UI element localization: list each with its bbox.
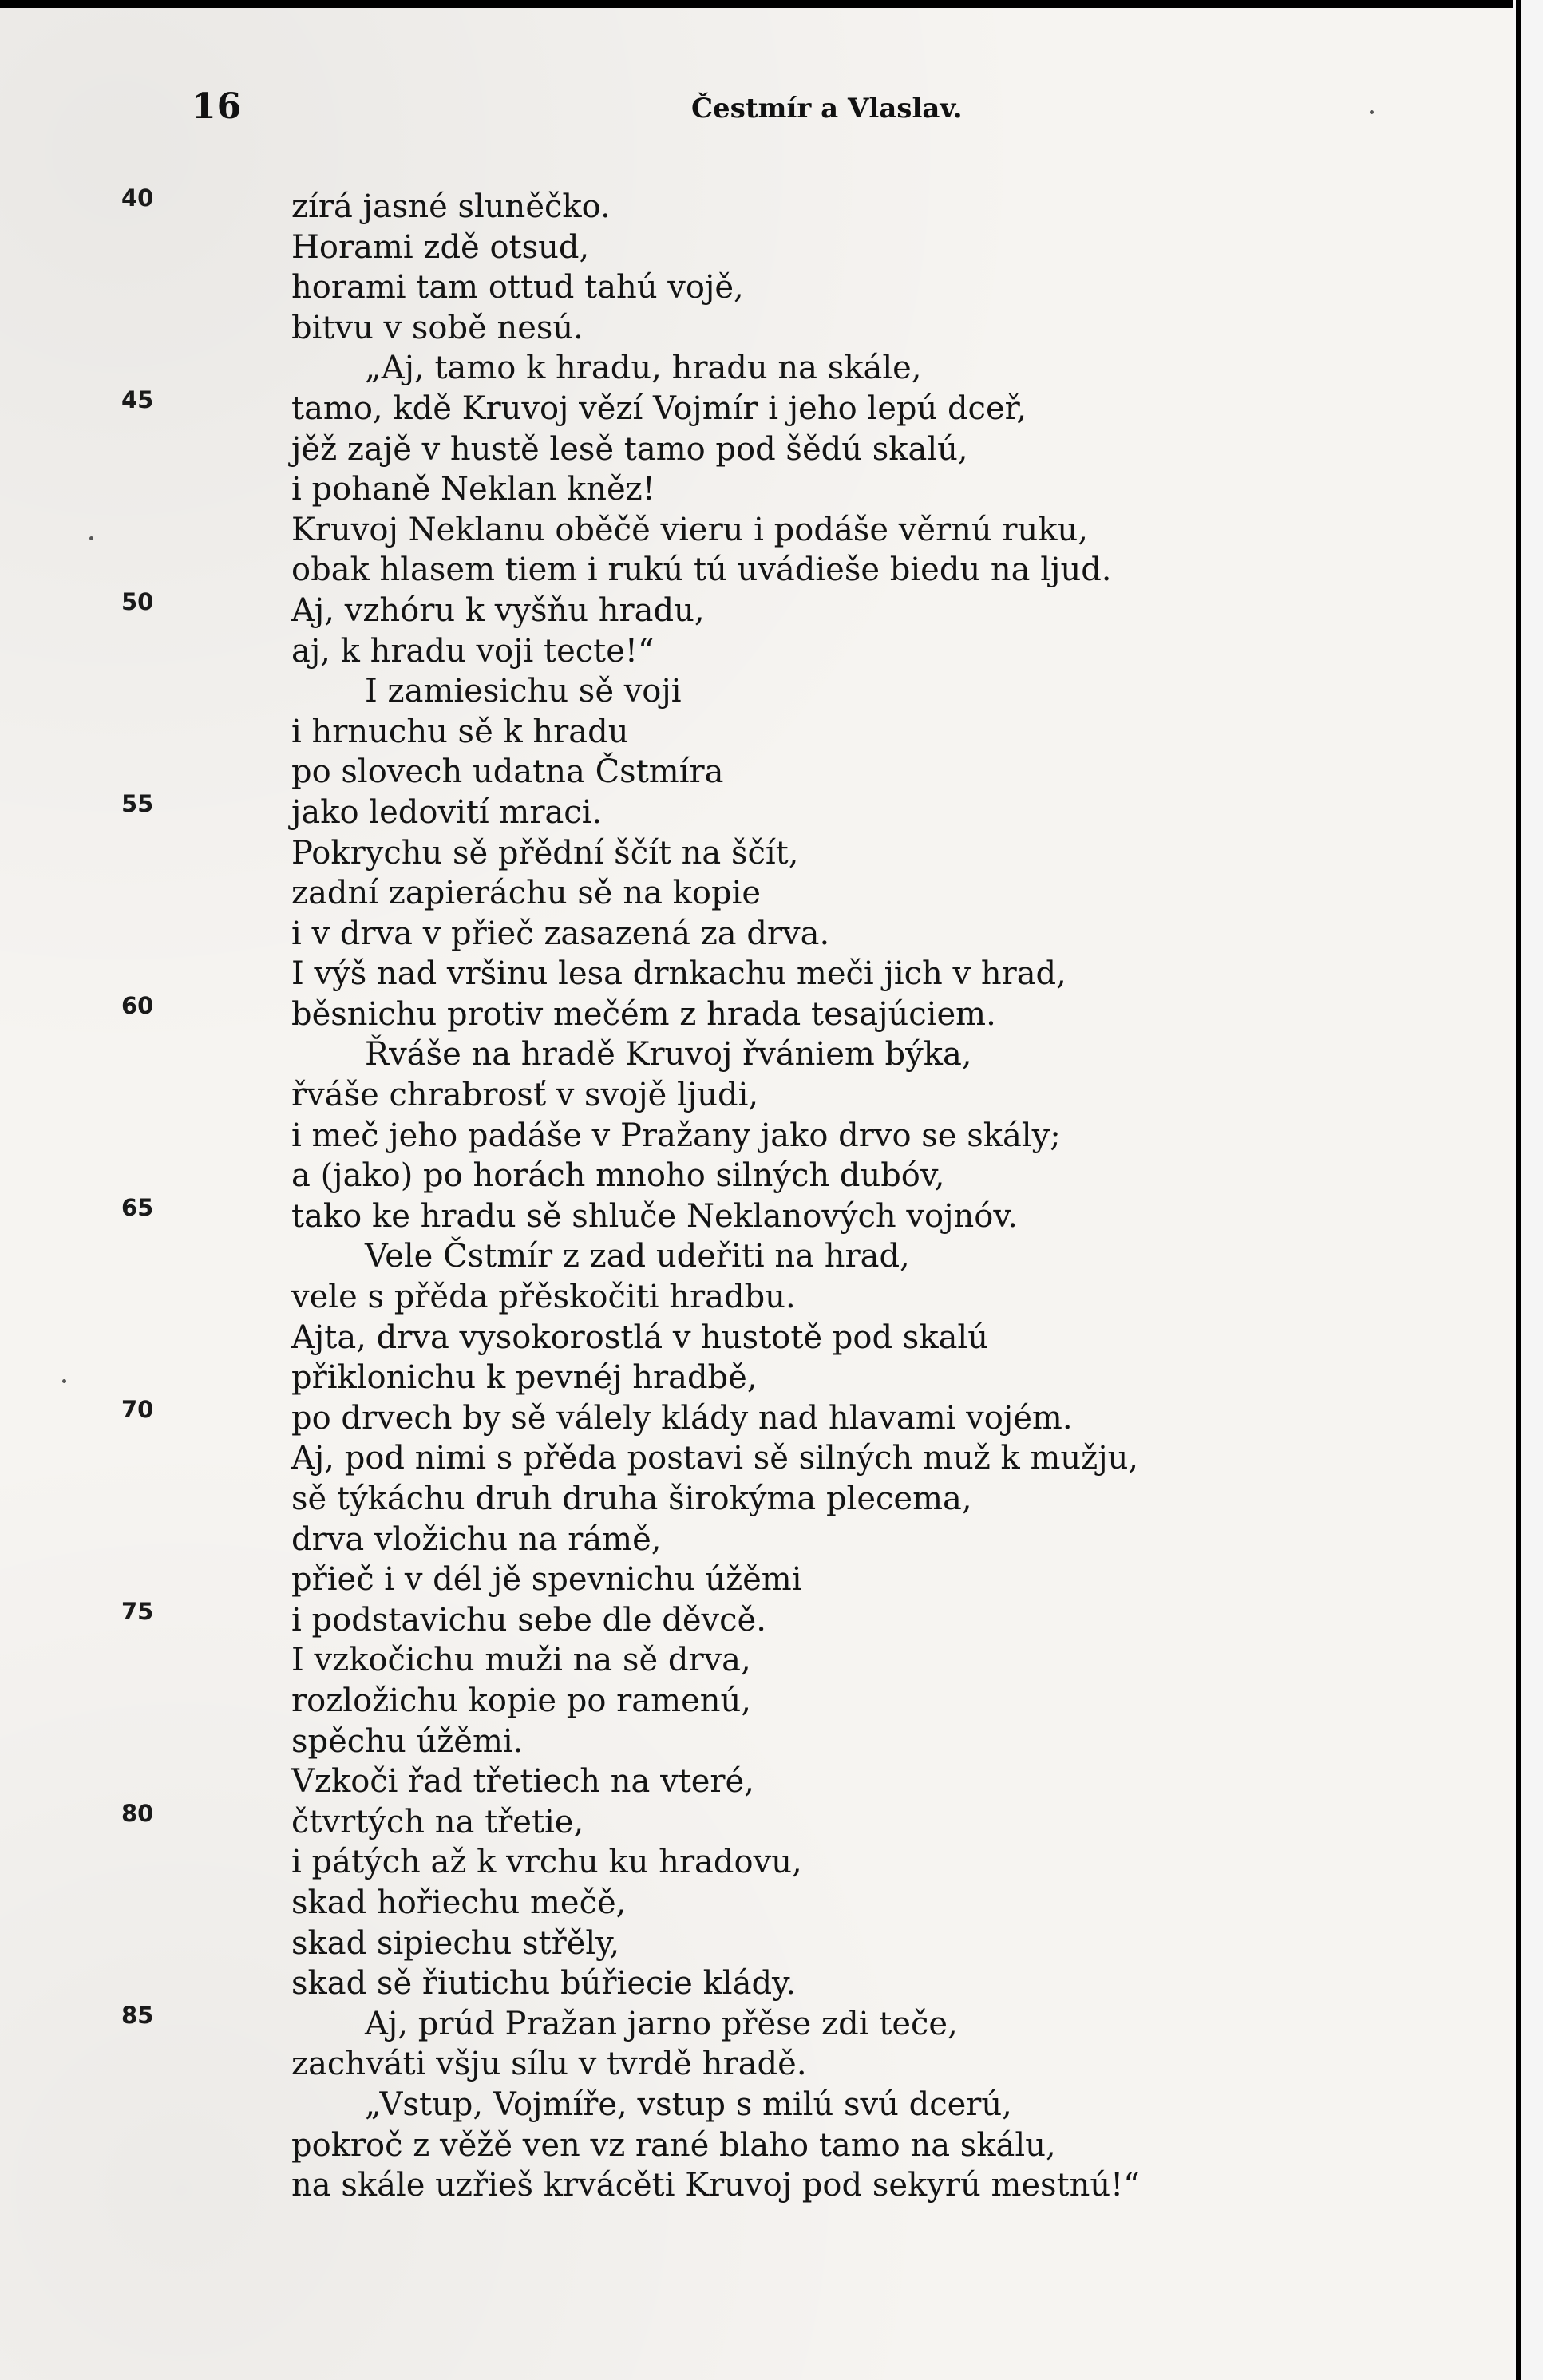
verse-line: i pohaně Neklan kněz! (291, 471, 655, 508)
verse-line: i v drva v přieč zasazená za drva. (291, 915, 830, 952)
scan-edge (1513, 0, 1543, 2380)
line-number-column (121, 8, 217, 2380)
line-number: 80 (121, 1800, 154, 1827)
verse-line: Pokrychu sě přědní ščít na ščít, (291, 834, 799, 872)
verse-line: vele s přěda přěskočiti hradbu. (291, 1279, 796, 1316)
verse-line: přieč i v dél jě spevnichu úžěmi (291, 1561, 802, 1599)
verse-line: „Aj, tamo k hradu, hradu na skále, (365, 350, 922, 387)
page-number: 16 (192, 86, 243, 127)
print-speck (1370, 110, 1374, 114)
verse-line: jako ledovití mraci. (291, 793, 603, 831)
verse-line: po drvech by sě válely klády nad hlavami vojém. (291, 1399, 1073, 1437)
verse-line: pokroč z věžě ven vz rané blaho tamo na skálu, (291, 2126, 1056, 2164)
verse-line: i pátých až k vrchu ku hradovu, (291, 1844, 802, 1881)
verse-line: přiklonichu k pevnéj hradbě, (291, 1359, 758, 1397)
verse-line: čtvrtých na třetie, (291, 1803, 584, 1840)
verse-line: Ajta, drva vysokorostlá v hustotě pod skalú (291, 1318, 988, 1356)
verse-line: Vzkoči řad třetiech na vteré, (291, 1763, 754, 1801)
verse-line: Aj, pod nimi s přěda postavi sě silných muž k mužju, (291, 1440, 1139, 1477)
line-number: 55 (121, 790, 154, 817)
verse-line: jěž zajě v hustě lesě tamo pod šědú skalú, (291, 430, 968, 468)
verse-line: běsnichu protiv mečém z hrada tesajúciem. (291, 995, 996, 1033)
verse-line: I zamiesichu sě voji (365, 673, 682, 710)
verse-line: spěchu úžěmi. (291, 1722, 524, 1760)
verse-line: i meč jeho padáše v Pražany jako drvo se skály; (291, 1117, 1061, 1154)
verse-line: i hrnuchu sě k hradu (291, 713, 629, 750)
verse-line: zírá jasné sluněčko. (291, 188, 611, 225)
verse-line: I výš nad vršinu lesa drnkachu meči jich v hrad, (291, 955, 1066, 993)
verse-line: po slovech udatna Čstmíra (291, 753, 724, 791)
verse-line: skad sě řiutichu búřiecie klády. (291, 1965, 797, 2002)
verse-line: I vzkočichu muži na sě drva, (291, 1642, 751, 1679)
line-number: 60 (121, 992, 154, 1019)
line-number: 65 (121, 1194, 154, 1221)
line-number: 85 (121, 2002, 154, 2029)
verse-line: Vele Čstmír z zad udeřiti na hrad, (365, 1238, 910, 1275)
page-header (0, 86, 1513, 134)
verse-line: i podstavichu sebe dle děvcě. (291, 1601, 766, 1639)
verse-line: bitvu v sobě nesú. (291, 309, 584, 346)
verse-line: Aj, prúd Pražan jarno přěse zdi teče, (365, 2005, 958, 2042)
verse-line: skad hořiechu mečě, (291, 1884, 627, 1921)
verse-line: aj, k hradu voji tecte!“ (291, 632, 655, 670)
verse-line: Horami zdě otsud, (291, 228, 590, 266)
verse-line: zadní zapieráchu sě na kopie (291, 875, 762, 912)
verse-text (291, 187, 1409, 2206)
verse-line: rozložichu kopie po ramenú, (291, 1682, 751, 1719)
running-title: Čestmír a Vlaslav. (691, 93, 963, 125)
line-number: 70 (121, 1396, 154, 1423)
verse-line: tako ke hradu sě shluče Neklanových vojnóv. (291, 1197, 1018, 1235)
verse-line: Kruvoj Neklanu oběčě vieru i podáše věrnú ruku, (291, 511, 1088, 548)
verse-line: Aj, vzhóru k vyšňu hradu, (291, 591, 705, 629)
verse-line: skad sipiechu střěly, (291, 1924, 620, 1962)
line-number: 75 (121, 1598, 154, 1625)
verse-line: drva vložichu na rámě, (291, 1520, 662, 1558)
verse-line: na skále uzřieš krvácěti Kruvoj pod sekyrú mestnú!“ (291, 2167, 1140, 2204)
print-speck (62, 1379, 66, 1383)
line-number: 45 (121, 386, 154, 413)
verse-line: tamo, kdě Kruvoj vězí Vojmír i jeho lepú dceř, (291, 389, 1027, 427)
verse-line: sě týkáchu druh druha širokýma plecema, (291, 1481, 972, 1517)
scan-edge-rule (1516, 0, 1521, 2380)
verse-line: obak hlasem tiem i rukú tú uvádieše biedu na ljud. (291, 552, 1112, 589)
verse-line: „Vstup, Vojmíře, vstup s milú svú dcerú, (365, 2085, 1012, 2123)
book-page (0, 8, 1513, 2380)
verse-line: řváše chrabrosť v svojě ljudi, (291, 1077, 759, 1114)
verse-line: Řváše na hradě Kruvoj řvániem býka, (365, 1036, 972, 1073)
line-number: 40 (121, 184, 154, 212)
verse-line: a (jako) po horách mnoho silných dubóv, (291, 1157, 945, 1195)
verse-line: horami tam ottud tahú vojě, (291, 269, 744, 306)
line-number: 50 (121, 588, 154, 615)
verse-line: zachváti všju sílu v tvrdě hradě. (291, 2046, 807, 2083)
print-speck (89, 536, 93, 540)
